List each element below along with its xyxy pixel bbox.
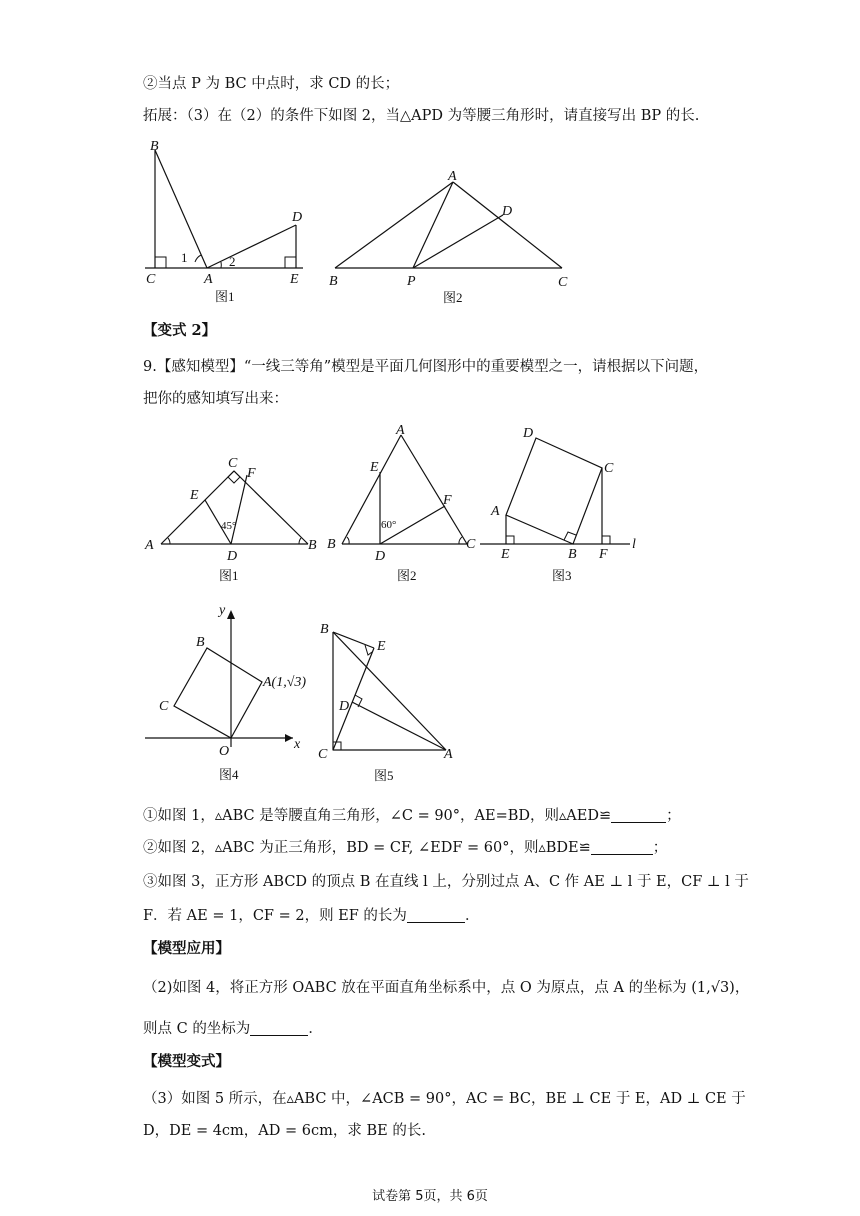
label-c: C: [228, 456, 238, 471]
figure-3: [480, 420, 660, 594]
statement-2: [143, 838, 667, 858]
label-p: P: [407, 274, 416, 289]
label-e: E: [290, 272, 299, 287]
part-2-line-1: （2)如图 4，将正方形 OABC 放在平面直角坐标系中，点 O 为原点，点 A 的坐标为 (1,√3)，: [143, 980, 750, 996]
label-f: F: [599, 547, 608, 562]
label-d: D: [375, 549, 386, 564]
question-9-line-2: 把你的感知填写出来：: [143, 391, 288, 407]
figure-2: [322, 420, 492, 594]
label-a: A: [204, 272, 213, 287]
label-b: B: [320, 622, 329, 637]
part-3-line-2: D，DE = 4cm，AD = 6cm，求 BE 的长.: [143, 1123, 426, 1139]
label-b: B: [568, 547, 577, 562]
label-a: A: [444, 747, 453, 762]
angle-60: 60°: [381, 519, 397, 531]
extension-question: 拓展：（3）在（2）的条件下如图 2，当△APD 为等腰三角形时，请直接写出 BP 的长.: [143, 108, 700, 124]
label-e: E: [501, 547, 510, 562]
label-b: B: [327, 537, 336, 552]
statement-2-end: ；: [652, 840, 668, 856]
angle-1: 1: [181, 250, 188, 265]
caption: 图4: [219, 767, 239, 782]
statement-1-text: ①如图 1，▵ABC 是等腰直角三角形，∠C = 90°，AE=BD，则▵AED≌: [143, 808, 612, 824]
question-9-line-1: 9.【感知模型】“一线三等角”模型是平面几何图形中的重要模型之一，请根据以下问题，: [143, 359, 709, 375]
top-figure-2: [325, 165, 585, 314]
answer-blank-3[interactable]: [407, 908, 465, 923]
part-2-text: 则点 C 的坐标为: [143, 1021, 251, 1037]
answer-blank-2[interactable]: [591, 840, 653, 855]
answer-blank-4[interactable]: [250, 1021, 308, 1036]
model-application-heading: 【模型应用】: [143, 940, 230, 957]
label-x: x: [294, 737, 301, 752]
question-part-2-2: ②当点 P 为 BC 中点时，求 CD 的长；: [143, 76, 400, 92]
label-b: B: [308, 538, 317, 553]
part-2-line-2: [143, 1019, 323, 1039]
label-l: l: [632, 537, 636, 552]
caption: 图2: [397, 568, 417, 583]
label-c: C: [558, 275, 568, 290]
figure-4: [143, 602, 323, 791]
label-d: D: [523, 426, 534, 441]
caption: 图1: [219, 568, 239, 583]
label-c: C: [466, 537, 476, 552]
label-a: A: [491, 504, 500, 519]
caption: 图5: [374, 768, 394, 783]
statement-3-text: F．若 AE = 1，CF = 2，则 EF 的长为: [143, 908, 407, 924]
angle-2: 2: [229, 254, 236, 269]
caption: 图1: [215, 289, 235, 304]
caption: 图2: [443, 290, 463, 305]
label-b: B: [329, 274, 338, 289]
answer-blank-1[interactable]: [611, 808, 666, 823]
angle-45: 45°: [221, 520, 237, 532]
label-b: B: [150, 139, 159, 154]
label-e: E: [190, 488, 199, 503]
top-figure-1: [143, 138, 323, 312]
caption: 图3: [552, 568, 572, 583]
label-d: D: [339, 699, 350, 714]
statement-3-line-1: ③如图 3，正方形 ABCD 的顶点 B 在直线 l 上，分别过点 A、C 作 AE ⊥ l 于 E，CF ⊥ l 于: [143, 874, 749, 890]
label-d: D: [292, 210, 303, 225]
label-c: C: [318, 747, 328, 762]
statement-2-text: ②如图 2，▵ABC 为正三角形，BD = CF, ∠EDF = 60°，则▵BDE≌: [143, 840, 591, 856]
label-a: A: [145, 538, 154, 553]
label-c: C: [146, 272, 156, 287]
label-f: F: [247, 466, 256, 481]
figure-1: [143, 420, 323, 594]
label-c: C: [604, 461, 614, 476]
part-2-end: ．: [308, 1021, 323, 1037]
figure-5: [316, 620, 476, 794]
label-e: E: [370, 460, 379, 475]
label-b: B: [196, 635, 205, 650]
label-a: A: [396, 423, 405, 438]
part-3-line-1: （3）如图 5 所示，在▵ABC 中，∠ACB = 90°，AC = BC，BE ⊥ CE 于 E，AD ⊥ CE 于: [143, 1091, 746, 1107]
label-a: A: [448, 169, 457, 184]
label-y: y: [219, 603, 226, 618]
statement-1: [143, 806, 681, 826]
label-f: F: [443, 493, 452, 508]
label-e: E: [377, 639, 386, 654]
model-variant-heading: 【模型变式】: [143, 1053, 230, 1070]
label-c: C: [159, 699, 169, 714]
page-footer: 试卷第 5页，共 6页: [372, 1189, 488, 1204]
label-a: A(1,√3): [263, 675, 307, 690]
label-o: O: [219, 744, 230, 759]
variant-2-heading: 【变式 2】: [143, 322, 217, 339]
statement-1-end: ；: [666, 808, 681, 824]
label-d: D: [502, 204, 513, 219]
label-d: D: [227, 549, 238, 564]
statement-3-end: ．: [464, 908, 480, 924]
statement-3-line-2: [143, 906, 479, 926]
